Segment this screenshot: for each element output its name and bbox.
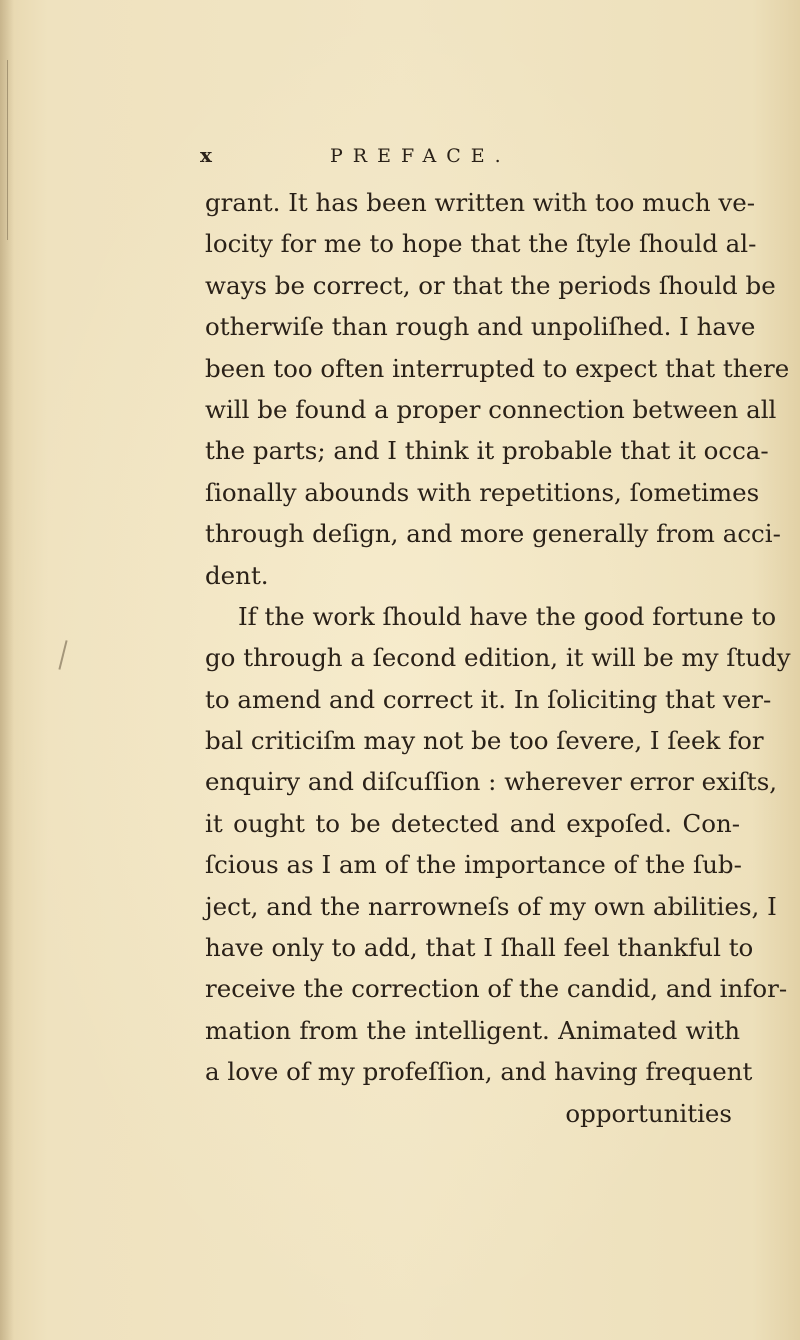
text-line: go through a ſecond edition, it will be my ſtudy: [205, 643, 791, 673]
catchword: opportunities: [565, 1098, 732, 1128]
text-line: mation from the intelligent. Animated with: [205, 1015, 740, 1045]
text-line: have only to add, that I ſhall feel thankful to: [205, 933, 754, 963]
text-line: through deſign, and more generally from acci-: [205, 519, 781, 549]
text-line: If the work ſhould have the good fortune to: [238, 601, 777, 631]
page-header: [0, 143, 800, 173]
text-line: enquiry and diſcuſſion : wherever error exiſts,: [205, 767, 778, 797]
text-line: ſcious as I am of the importance of the ſub-: [205, 850, 742, 880]
text-line: ject, and the narrowneſs of my own abilities, I: [205, 891, 777, 921]
text-line: otherwiſe than rough and unpoliſhed. I have: [205, 312, 756, 342]
page-number: x: [200, 143, 213, 167]
text-line: bal criticiſm may not be too ſevere, I ſeek for: [205, 726, 764, 756]
text-line: will be found a proper connection between all: [205, 394, 777, 424]
text-line: the parts; and I think it probable that it occa-: [205, 436, 769, 466]
text-line: receive the correction of the candid, and infor-: [205, 974, 788, 1004]
text-line: a love of my profeſſion, and having frequent: [205, 1057, 753, 1087]
stray-ink-mark: [58, 640, 67, 670]
text-line: to amend and correct it. In ſoliciting that ver-: [205, 684, 772, 714]
text-line: dent.: [205, 560, 269, 590]
text-line: locity for me to hope that the ſtyle ſhould al-: [205, 229, 757, 259]
text-line: grant. It has been written with too much ve-: [205, 188, 756, 217]
body-text: [205, 182, 791, 1134]
text-line: it ought to be detected and expoſed. Con-: [205, 808, 740, 838]
text-line: ſionally abounds with repetitions, ſometimes: [205, 477, 760, 507]
text-line: ways be correct, or that the periods ſhould be: [205, 270, 776, 300]
running-head: PREFACE.: [330, 145, 511, 167]
text-line: been too often interrupted to expect that there: [205, 353, 790, 383]
